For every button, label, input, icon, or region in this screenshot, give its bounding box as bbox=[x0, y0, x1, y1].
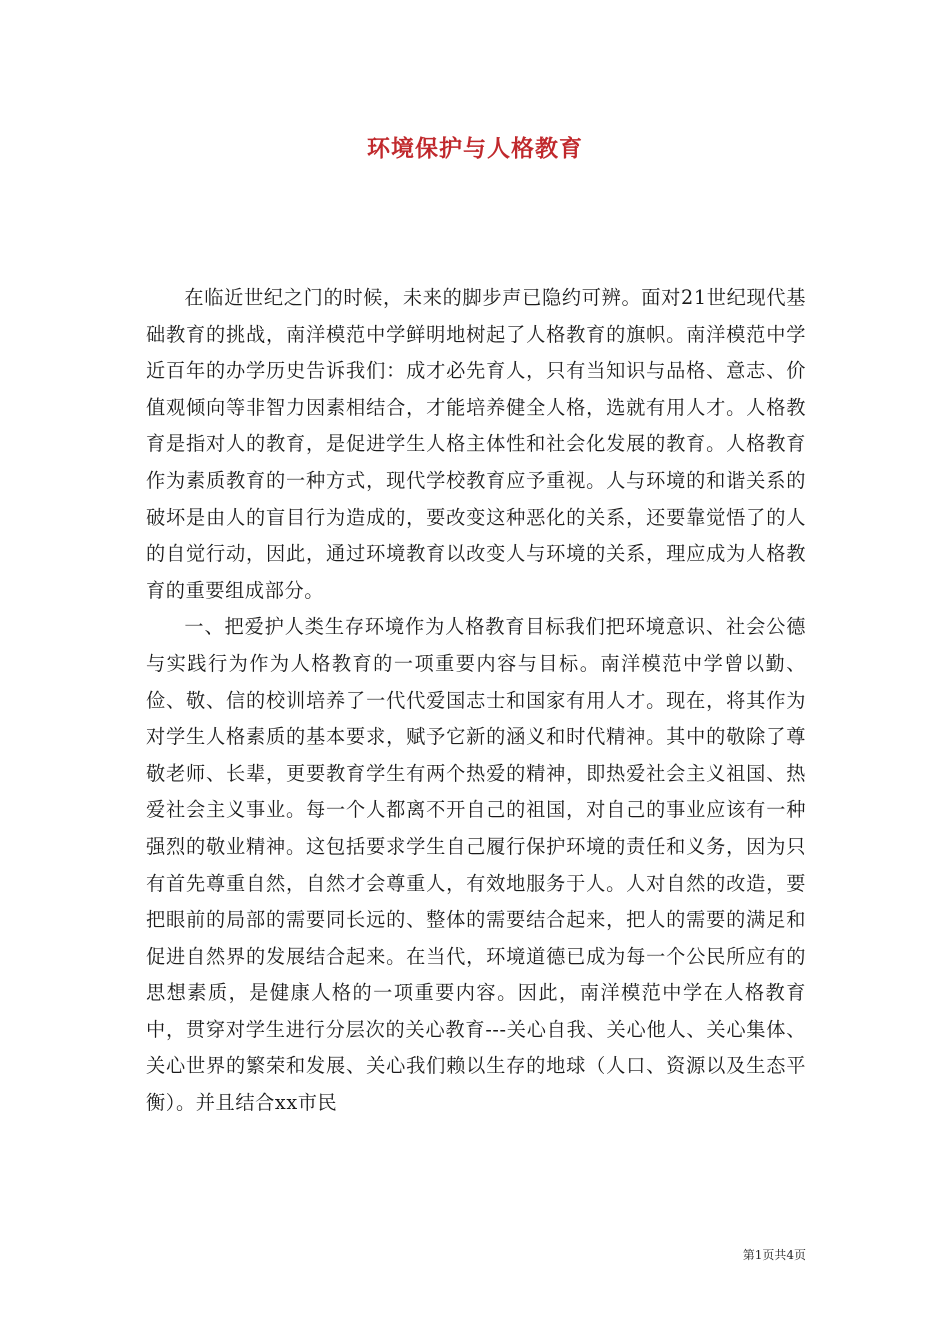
paragraph-section-one: 一、把爱护人类生存环境作为人格教育目标我们把环境意识、社会公德与实践行为作为人格教育的一项重要内容与目标。南洋模范中学曾以勤、俭、敬、信的校训培养了一代代爱国志士和国家有用人才。现在，将其作为对学生人格素质的基本要求，赋予它新的涵义和时代精神。其中的敬除了尊敬老师、长辈，更要教育学生有两个热爱的精神，即热爱社会主义祖国、热爱社会主义事业。每一个人都离不开自己的祖国，对自己的事业应该有一种强烈的敬业精神。这包括要求学生自己履行保护环境的责任和义务，因为只有首先尊重自然，自然才会尊重人，有效地服务于人。人对自然的改造，要把眼前的局部的需要同长远的、整体的需要结合起来，把人的需要的满足和促进自然界的发展结合起来。在当代，环境道德已成为每一个公民所应有的思想素质，是健康人格的一项重要内容。因此，南洋模范中学在人格教育中，贯穿对学生进行分层次的关心教育---关心自我、关心他人、关心集体、关心世界的繁荣和发展、关心我们赖以生存的地球（人口、资源以及生态平衡）。并且结合xx市民 bbox=[146, 615, 806, 1115]
paragraph-intro: 在临近世纪之门的时候，未来的脚步声已隐约可辨。面对21世纪现代基础教育的挑战，南洋模范中学鲜明地树起了人格教育的旗帜。南洋模范中学近百年的办学历史告诉我们：成才必先育人，只有当知识与品格、意志、价值观倾向等非智力因素相结合，才能培养健全人格，选就有用人才。人格教育是指对人的教育，是促进学生人格主体性和社会化发展的教育。人格教育作为素质教育的一种方式，现代学校教育应予重视。人与环境的和谐关系的破坏是由人的盲目行为造成的，要改变这种恶化的关系，还要靠觉悟了的人的自觉行动，因此，通过环境教育以改变人与环境的关系，理应成为人格教育的重要组成部分。 bbox=[146, 286, 806, 602]
document-title: 环境保护与人格教育 bbox=[367, 135, 583, 162]
page-number: 第1页共4页 bbox=[742, 1248, 806, 1262]
document-body bbox=[146, 280, 806, 1122]
